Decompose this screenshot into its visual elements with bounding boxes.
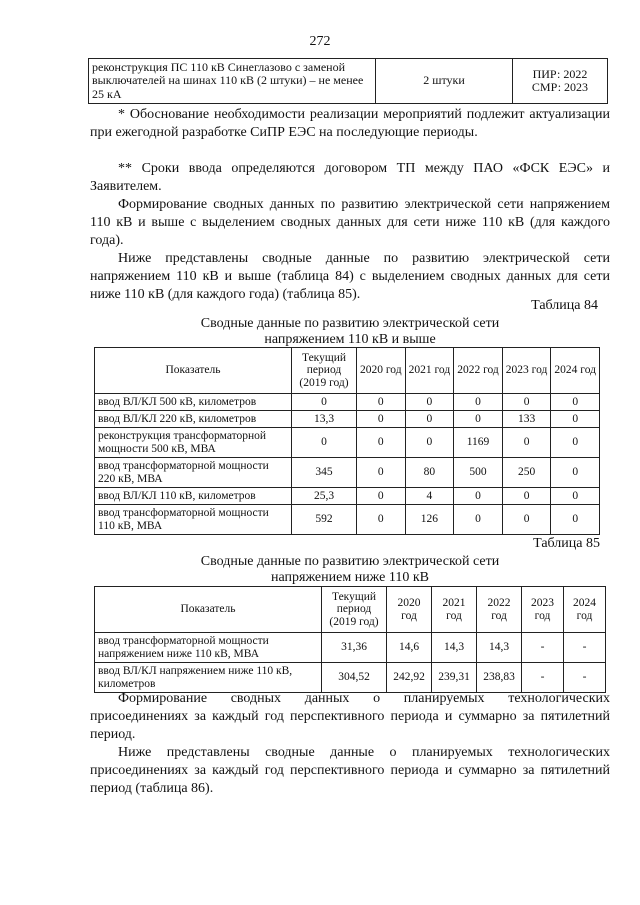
- cell: 0: [357, 394, 406, 411]
- cell: 0: [454, 411, 503, 428]
- header-2024: 2024 год: [551, 348, 600, 394]
- header-2020: 2020 год: [357, 348, 406, 394]
- cell: -: [522, 633, 564, 663]
- page-number: 272: [309, 34, 331, 49]
- cell: 238,83: [477, 663, 522, 693]
- cell: 0: [551, 428, 600, 458]
- cell: -: [564, 633, 606, 663]
- table-85: [94, 586, 606, 693]
- cell: ввод ВЛ/КЛ 500 кВ, километров: [95, 394, 292, 411]
- deadline-cell: [513, 59, 608, 104]
- header-2024: 2024 год: [564, 587, 606, 633]
- cell: ввод ВЛ/КЛ 110 кВ, километров: [95, 488, 292, 505]
- table-84: [94, 347, 600, 535]
- cell: 0: [551, 411, 600, 428]
- table-row: [95, 663, 606, 693]
- cell: 4: [405, 488, 454, 505]
- cell: ввод ВЛ/КЛ напряжением ниже 110 кВ, километров: [95, 663, 322, 693]
- cell: 133: [502, 411, 551, 428]
- measure-name-cell: реконструкция ПС 110 кВ Синеглазово с заменой выключателей на шинах 110 кВ (2 штуки) – не менее 25 кА: [89, 59, 376, 104]
- table-row: [95, 394, 600, 411]
- cell: 0: [551, 394, 600, 411]
- cell: 500: [454, 458, 503, 488]
- cell: 592: [292, 505, 357, 535]
- cell: 0: [502, 428, 551, 458]
- cell: 1169: [454, 428, 503, 458]
- table-header-row: [95, 587, 606, 633]
- pir-year: ПИР: 2022: [532, 66, 588, 81]
- cell: 80: [405, 458, 454, 488]
- cell: 0: [502, 505, 551, 535]
- cell: ввод ВЛ/КЛ 220 кВ, километров: [95, 411, 292, 428]
- cell: ввод трансформаторной мощности 220 кВ, МВА: [95, 458, 292, 488]
- cell: 0: [551, 488, 600, 505]
- cell: 0: [551, 458, 600, 488]
- header-2021: 2021 год: [432, 587, 477, 633]
- table-header-row: [95, 348, 600, 394]
- table-row: [95, 411, 600, 428]
- cell: 0: [454, 394, 503, 411]
- paragraph-3: Формирование сводных данных о планируемых технологических присоединениях за каждый год перспективного периода и суммарно за пятилетний период.: [90, 691, 610, 742]
- table-row: [95, 633, 606, 663]
- header-indicator: Показатель: [95, 587, 322, 633]
- table84-number: Таблица 84: [531, 298, 598, 313]
- cell: 0: [502, 488, 551, 505]
- table85-title-line1: Сводные данные по развитию электрической сети: [200, 554, 500, 569]
- header-2020: 2020 год: [387, 587, 432, 633]
- cell: 14,3: [432, 633, 477, 663]
- cell: 0: [357, 488, 406, 505]
- table84-title-line1: Сводные данные по развитию электрической сети: [200, 316, 500, 331]
- cell: 304,52: [322, 663, 387, 693]
- header-2023: 2023 год: [502, 348, 551, 394]
- paragraph-4: Ниже представлены сводные данные о планируемых технологических присоединениях за каждый год перспективного периода и суммарно за пятилетний период (таблица 86).: [90, 745, 610, 796]
- table84-title-line2: напряжением 110 кВ и выше: [264, 332, 436, 347]
- continued-table: [88, 58, 608, 104]
- cell: 0: [357, 411, 406, 428]
- cell: 0: [405, 428, 454, 458]
- cell: 0: [405, 411, 454, 428]
- cell: 31,36: [322, 633, 387, 663]
- cell: 0: [454, 505, 503, 535]
- smr-year: СМР: 2023: [531, 80, 589, 94]
- table-row: [95, 428, 600, 458]
- table-row: [95, 488, 600, 505]
- cell: -: [564, 663, 606, 693]
- cell: ввод трансформаторной мощности 110 кВ, МВА: [95, 505, 292, 535]
- cell: 250: [502, 458, 551, 488]
- cell: 14,3: [477, 633, 522, 663]
- cell: 345: [292, 458, 357, 488]
- table-row: [95, 458, 600, 488]
- footnote-1: * Обоснование необходимости реализации мероприятий подлежит актуализации при ежегодной разработке СиПР ЕЭС на последующие периоды.: [90, 107, 610, 140]
- cell: 0: [357, 458, 406, 488]
- header-2021: 2021 год: [405, 348, 454, 394]
- header-current: Текущий период (2019 год): [322, 587, 387, 633]
- header-2023: 2023 год: [522, 587, 564, 633]
- table85-number: Таблица 85: [533, 536, 600, 551]
- cell: 0: [502, 394, 551, 411]
- cell: 242,92: [387, 663, 432, 693]
- paragraph-2: Ниже представлены сводные данные по развитию электрической сети напряжением 110 кВ и выше (таблица 84) с выделением сводных данных для сети ниже 110 кВ (для каждого года) (таблица 85).: [90, 251, 610, 302]
- cell: 25,3: [292, 488, 357, 505]
- cell: 0: [292, 428, 357, 458]
- footnote-2: ** Сроки ввода определяются договором ТП между ПАО «ФСК ЕЭС» и Заявителем.: [90, 161, 610, 194]
- header-2022: 2022 год: [477, 587, 522, 633]
- cell: 0: [292, 394, 357, 411]
- cell: 0: [551, 505, 600, 535]
- cell: -: [522, 663, 564, 693]
- cell: 14,6: [387, 633, 432, 663]
- quantity-cell: 2 штуки: [376, 59, 513, 104]
- table-row: [95, 505, 600, 535]
- header-current: Текущий период (2019 год): [292, 348, 357, 394]
- cell: 0: [357, 428, 406, 458]
- cell: 13,3: [292, 411, 357, 428]
- cell: 0: [357, 505, 406, 535]
- header-2022: 2022 год: [454, 348, 503, 394]
- cell: ввод трансформаторной мощности напряжением ниже 110 кВ, МВА: [95, 633, 322, 663]
- table85-title-line2: напряжением ниже 110 кВ: [270, 570, 430, 585]
- cell: реконструкция трансформаторной мощности 500 кВ, МВА: [95, 428, 292, 458]
- cell: 239,31: [432, 663, 477, 693]
- cell: 0: [405, 394, 454, 411]
- header-indicator: Показатель: [95, 348, 292, 394]
- cell: 0: [454, 488, 503, 505]
- table-row: [89, 59, 608, 104]
- cell: 126: [405, 505, 454, 535]
- paragraph-1: Формирование сводных данных по развитию электрической сети напряжением 110 кВ и выше с выделением сводных данных для сети ниже 110 кВ (для каждого года).: [90, 197, 610, 248]
